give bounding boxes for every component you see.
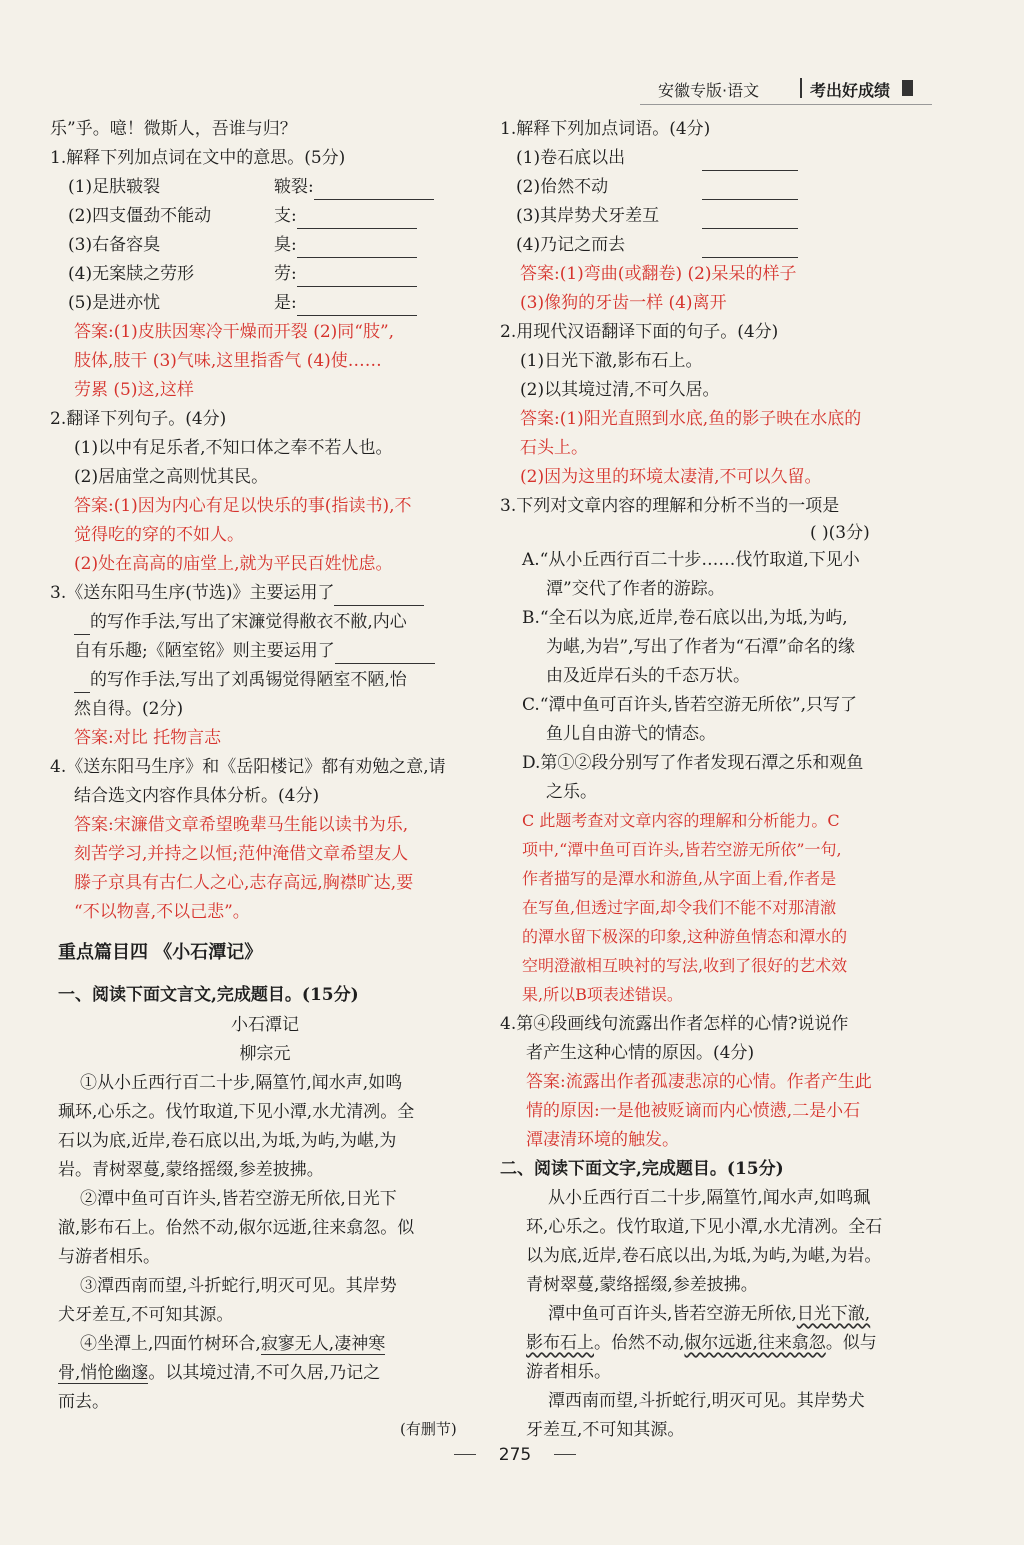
header-divider (800, 78, 802, 98)
option-a-cont: 潭”交代了作者的游踪。 (546, 579, 725, 599)
option-c[interactable]: C.“潭中鱼可百许头,皆若空游无所依”,只写了 (522, 695, 857, 715)
answer-line: C 此题考查对文章内容的理解和分析能力。C (522, 811, 840, 830)
text-title: 小石潭记 (231, 1015, 299, 1035)
answer-blank[interactable] (297, 239, 417, 258)
q1-item: (3)其岸势犬牙差互 (516, 206, 660, 226)
answer-line: 作者描写的是潭水和游鱼,从字面上看,作者是 (522, 869, 837, 888)
question-3: 3.《送东阳马生序(节选)》主要运用了 (50, 580, 424, 606)
answer-line: 答案:(1)阳光直照到水底,鱼的影子映在水底的 (520, 409, 862, 429)
question-3-line: 的写作手法,写出了宋濂觉得敝衣不敝,内心 (74, 609, 407, 635)
answer-blank[interactable] (702, 181, 798, 200)
answer-line: 项中,“潭中鱼可百许头,皆若空游无所依”一句, (522, 840, 842, 859)
option-c-cont: 鱼儿自由游弋的情态。 (546, 724, 716, 744)
answer-line: (2)处在高高的庙堂上,就为平民百姓忧虑。 (74, 554, 393, 574)
header-edition: 安徽专版·语文 (658, 81, 760, 100)
q1-term: 臭: (274, 232, 417, 258)
option-b[interactable]: B.“全石以为底,近岸,卷石底以出,为坻,为屿, (522, 608, 848, 628)
answer-line: 觉得吃的穿的不如人。 (74, 525, 244, 545)
answer-blank[interactable] (314, 181, 434, 200)
passage-line: 影布石上。佁然不动,俶尔远逝,往来翕忽。似与 (526, 1333, 877, 1353)
answer-blank[interactable] (702, 152, 798, 171)
answer-line: 滕子京具有古仁人之心,志存高远,胸襟旷达,要 (74, 873, 414, 893)
answer-line: 答案:对比 托物言志 (74, 728, 222, 748)
answer-blank[interactable] (74, 616, 90, 635)
q1-item: (1)足肤皲裂 (68, 177, 161, 197)
answer-line: 刻苦学习,并持之以恒;范仲淹借文章希望友人 (74, 844, 409, 864)
wavy-underlined-sentence: 俶尔远逝,往来翕忽 (684, 1333, 826, 1353)
question-3-line: 的写作手法,写出了刘禹锡觉得陋室不陋,怡 (74, 667, 407, 693)
answer-line: 肢体,肢干 (3)气味,这里指香气 (4)使…… (74, 351, 382, 371)
passage-line: 珮环,心乐之。伐竹取道,下见小潭,水尤清冽。全 (58, 1102, 415, 1122)
question-1: 1.解释下列加点词语。(4分) (500, 119, 711, 139)
answer-blank-wrap (702, 232, 798, 258)
underlined-sentence: 骨,悄怆幽邃 (58, 1363, 149, 1383)
header-series: 考出好成绩 (810, 81, 891, 100)
question-3-score: ( )(3分) (810, 523, 870, 543)
passage-line: 岩。青树翠蔓,蒙络摇缀,参差披拂。 (58, 1160, 324, 1180)
page-number (440, 1440, 590, 1470)
answer-line: 果,所以B项表述错误。 (522, 985, 683, 1004)
answer-line: “不以物喜,不以己悲”。 (74, 902, 250, 922)
q1-item: (1)卷石底以出 (516, 148, 626, 168)
answer-blank[interactable] (297, 268, 417, 287)
answer-line: 答案:(1)弯曲(或翻卷) (2)呆呆的样子 (520, 264, 797, 284)
passage-line: 青树翠蔓,蒙络摇缀,参差披拂。 (526, 1275, 758, 1295)
option-b-cont: 由及近岸石头的千态万状。 (546, 666, 750, 686)
q1-term: 劳: (274, 261, 417, 287)
answer-line: 情的原因:一是他被贬谪而内心愤懑,二是小石 (526, 1101, 861, 1121)
q1-item: (4)乃记之而去 (516, 235, 626, 255)
answer-line: 答案:(1)皮肤因寒冷干燥而开裂 (2)同“肢”, (74, 322, 395, 342)
header-rule (640, 104, 932, 105)
passage-line: ②潭中鱼可百许头,皆若空游无所依,日光下 (80, 1189, 397, 1209)
question-4: 4.《送东阳马生序》和《岳阳楼记》都有劝勉之意,请 (50, 757, 446, 777)
page-number-text: 275 (498, 1445, 532, 1465)
option-d[interactable]: D.第①②段分别写了作者发现石潭之乐和观鱼 (522, 753, 864, 773)
answer-blank[interactable] (297, 297, 417, 316)
header-marker-icon (902, 80, 913, 96)
answer-line: 答案:流露出作者孤凄悲凉的心情。作者产生此 (526, 1072, 872, 1092)
passage-line: 以为底,近岸,卷石底以出,为坻,为屿,为嵁,为岩。 (526, 1246, 882, 1266)
option-b-cont: 为嵁,为岩”,写出了作者为“石潭”命名的缘 (546, 637, 855, 657)
option-a[interactable]: A.“从小丘西行百二十步……伐竹取道,下见小 (522, 550, 860, 570)
answer-line: 劳累 (5)这,这样 (74, 380, 194, 400)
question-1: 1.解释下列加点词在文中的意思。(5分) (50, 148, 346, 168)
text-author: 柳宗元 (239, 1044, 291, 1064)
wavy-underlined-sentence: 日光下澈, (796, 1304, 871, 1324)
passage-line: 潭西南而望,斗折蛇行,明灭可见。其岸势犬 (548, 1391, 865, 1411)
answer-blank[interactable] (702, 210, 798, 229)
answer-line: 答案:(1)因为内心有足以快乐的事(指读书),不 (74, 496, 412, 516)
passage-line: 游者相乐。 (526, 1362, 611, 1382)
answer-line: 潭凄清环境的触发。 (526, 1130, 679, 1150)
answer-blank[interactable] (335, 645, 435, 664)
q1-item: (2)四支僵劲不能动 (68, 206, 212, 226)
answer-line: 的潭水留下极深的印象,这种游鱼情态和潭水的 (522, 927, 848, 946)
passage-line: 而去。 (58, 1392, 109, 1412)
question-2: 2.用现代汉语翻译下面的句子。(4分) (500, 322, 779, 342)
answer-blank[interactable] (334, 587, 424, 606)
text-line: 乐”乎。噫！微斯人，吾谁与归？ (50, 119, 297, 139)
question-3-line: 自有乐趣;《陋室铭》则主要运用了 (74, 638, 435, 664)
question-4-line: 结合选文内容作具体分析。(4分) (74, 786, 320, 806)
passage-line: 澈,影布石上。佁然不动,俶尔远逝,往来翕忽。似 (58, 1218, 415, 1238)
answer-blank[interactable] (297, 210, 417, 229)
q1-item: (3)右备容臭 (68, 235, 161, 255)
page-number-dash (554, 1454, 576, 1455)
question-4-line: 者产生这种心情的原因。(4分) (526, 1043, 755, 1063)
q1-term: 皲裂: (274, 174, 434, 200)
passage-line: 从小丘西行百二十步,隔篁竹,闻水声,如鸣珮 (548, 1188, 871, 1208)
question-2: 2.翻译下列句子。(4分) (50, 409, 227, 429)
q1-item: (2)佁然不动 (516, 177, 609, 197)
passage-line: ④坐潭上,四面竹树环合,寂寥无人,凄神寒 (80, 1334, 386, 1354)
q1-item: (4)无案牍之劳形 (68, 264, 195, 284)
answer-blank[interactable] (702, 239, 798, 258)
sentence: (2)以其境过清,不可久居。 (520, 380, 720, 400)
running-header (640, 72, 970, 104)
q1-item: (5)是进亦忧 (68, 293, 161, 313)
wavy-underlined-sentence: 影布石上 (526, 1333, 594, 1353)
passage-line: 环,心乐之。伐竹取道,下见小潭,水尤清冽。全石 (526, 1217, 883, 1237)
passage-line: 牙差互,不可知其源。 (526, 1420, 685, 1440)
answer-blank[interactable] (74, 674, 90, 693)
question-4: 4.第④段画线句流露出作者怎样的心情?说说作 (500, 1014, 849, 1034)
passage-line: 与游者相乐。 (58, 1247, 160, 1267)
answer-line: 在写鱼,但透过字面,却令我们不能不对那清澈 (522, 898, 837, 917)
passage-line: 犬牙差互,不可知其源。 (58, 1305, 234, 1325)
passage-line: 石以为底,近岸,卷石底以出,为坻,为屿,为嵁,为 (58, 1131, 397, 1151)
question-3: 3.下列对文章内容的理解和分析不当的一项是 (500, 496, 840, 516)
passage-line: 潭中鱼可百许头,皆若空游无所依,日光下澈, (548, 1304, 871, 1324)
answer-line: (3)像狗的牙齿一样 (4)离开 (520, 293, 727, 313)
page-number-dash (454, 1454, 476, 1455)
section-title: 重点篇目四 《小石潭记》 (58, 942, 263, 963)
part-heading: 二、阅读下面文字,完成题目。(15分) (500, 1159, 784, 1179)
underlined-sentence: 寂寥无人,凄神寒 (260, 1334, 386, 1354)
q1-term: 是: (274, 290, 417, 316)
passage-line: ③潭西南而望,斗折蛇行,明灭可见。其岸势 (80, 1276, 397, 1296)
answer-line: (2)因为这里的环境太凄清,不可以久留。 (520, 467, 822, 487)
part-heading: 一、阅读下面文言文,完成题目。(15分) (58, 985, 359, 1005)
sentence: (1)日光下澈,影布石上。 (520, 351, 703, 371)
sentence: (1)以中有足乐者,不知口体之奉不若人也。 (74, 438, 393, 458)
question-3-line: 然自得。(2分) (74, 699, 184, 719)
sentence: (2)居庙堂之高则忧其民。 (74, 467, 269, 487)
answer-line: 答案:宋濂借文章希望晚辈马生能以读书为乐, (74, 815, 409, 835)
passage-line: 骨,悄怆幽邃。以其境过清,不可久居,乃记之 (58, 1363, 381, 1383)
passage-line: ①从小丘西行百二十步,隔篁竹,闻水声,如鸣 (80, 1073, 403, 1093)
q1-term: 支: (274, 203, 417, 229)
answer-line: 石头上。 (520, 438, 588, 458)
abridged-note: (有删节) (400, 1420, 457, 1438)
option-d-cont: 之乐。 (546, 782, 597, 802)
answer-line: 空明澄澈相互映衬的写法,收到了很好的艺术效 (522, 956, 848, 975)
answer-blank-wrap (702, 145, 798, 171)
answer-blank-wrap (702, 203, 798, 229)
answer-blank-wrap (702, 174, 798, 200)
